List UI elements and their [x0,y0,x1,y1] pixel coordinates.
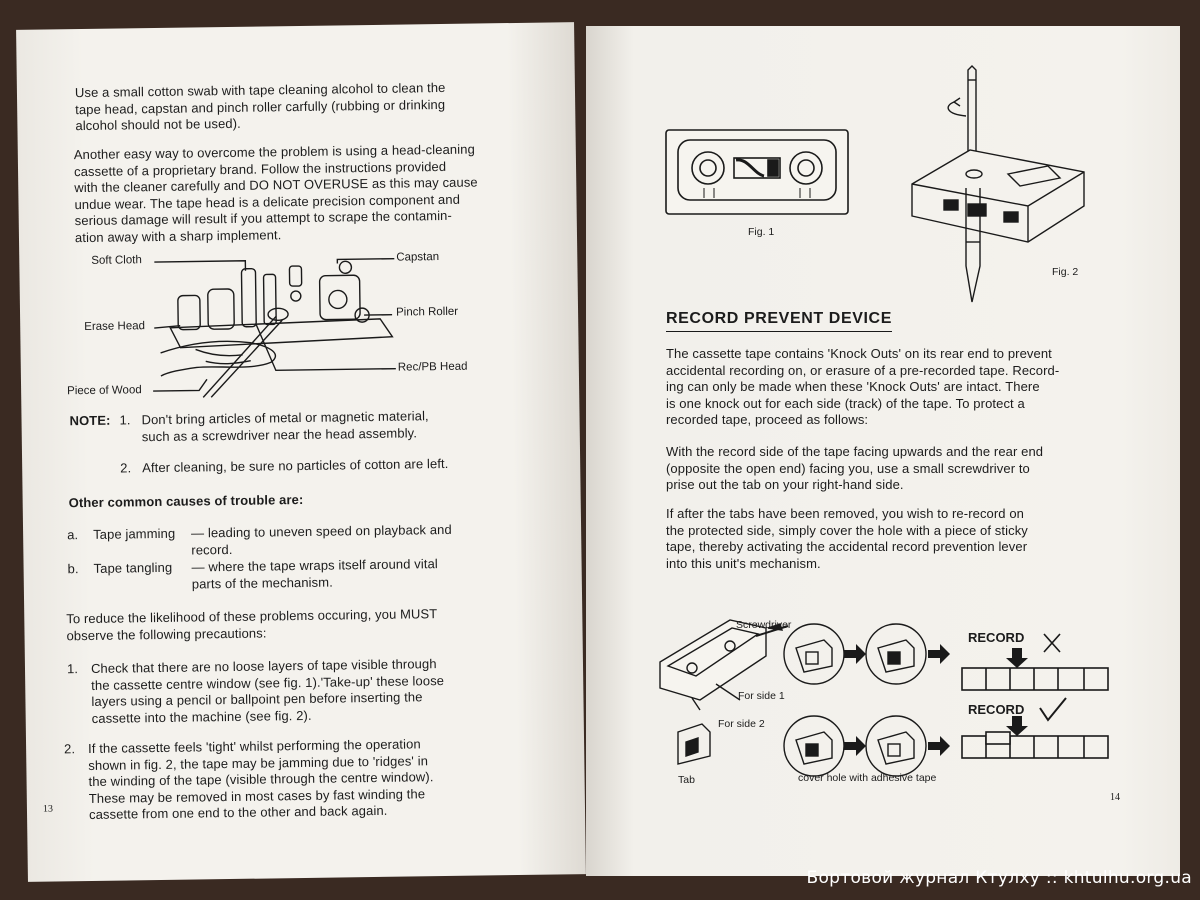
pinch-roller-label: Pinch Roller [395,305,459,319]
page-number: 14 [1110,792,1120,803]
causes-heading: Other common causes of trouble are: [68,491,304,511]
tab-label: Tab [678,774,695,786]
re-record-paragraph: If after the tabs have been removed, you wish to re-record on the protected side, simply cover the hole with a piece of sticky tape, thereby activating the accidental record prevention lever into this unit's mechanism. [666,506,1028,571]
precaution-text: If the cassette feels 'tight' whilst performing the operation shown in fig. 2, the tape may be jamming due to 'ridges' in the winding of the tape (visible through the centre window). These may be removed in most cases by fast winding the cassette from one end to the other and back again. [88,736,434,822]
protect-instructions-paragraph: With the record side of the tape facing upwards and the rear end (opposite the open end) facing you, use a small screwdriver to prise out the tab on your right-hand side. [666,444,1044,492]
fig2-caption: Fig. 2 [1052,266,1079,278]
note-number: 2. [120,460,132,476]
for-side-1-label: For side 1 [738,690,785,702]
right-page [586,26,1180,876]
page-number: 13 [42,803,54,815]
cleaning-paragraph: Use a small cotton swab with tape cleaning alcohol to clean the tape head, capstan and pinch roller carfully (rubbing or drinking alcohol should not be used). [74,79,446,134]
record-prevent-paragraph: The cassette tape contains 'Knock Outs' on its rear end to prevent accidental recording on, or erasure of a pre-recorded tape. Record- ing can only be made when these 'Knock Outs' are intact. There is one knock out for each side (track) of the tape. To protect a recorded tape, proceed as follows: [666,346,1060,427]
cause-term: Tape jamming [93,525,176,542]
cross-mark-icon [1044,634,1060,652]
precaution-text: Check that there are no loose layers of tape visible through the cassette centre window (see fig. 1).'Take-up' these loose layers using a pencil or ballpoint pen before inserting the cassette into the machine (see fig. 2). [90,656,445,726]
check-mark-icon [1040,698,1066,720]
erase-head-label: Erase Head [84,320,146,334]
record-label-enabled: RECORD [968,702,1025,717]
fig1-caption: Fig. 1 [748,226,775,238]
cause-term: Tape tangling [93,559,173,576]
cause-description: — where the tape wraps itself around vital parts of the mechanism. [191,556,438,592]
note-text: After cleaning, be sure no particles of cotton are left. [142,455,449,476]
cause-letter: b. [67,561,79,577]
record-label-protected: RECORD [968,630,1025,645]
cause-letter: a. [67,527,79,543]
left-page [16,22,586,882]
rec-pb-head-label: Rec/PB Head [397,360,468,374]
note-number: 1. [119,412,131,428]
note-text: Don't bring articles of metal or magnetic material, such as a screwdriver near the head assembly. [141,408,429,444]
section-heading: RECORD PREVENT DEVICE [666,310,892,332]
piece-of-wood-label: Piece of Wood [67,384,142,398]
capstan-label: Capstan [396,251,440,264]
fig1-cassette-illustration [664,128,850,218]
screwdriver-label: Screwdriver [736,619,792,631]
watermark-text: Бортовой журнал Ктулху :: khtulhu.org.ua [806,868,1192,888]
head-cleaning-paragraph: Another easy way to overcome the problem is using a head-cleaning cassette of a proprietary brand. Follow the instructions provided with the cleaner carefully and DO NOT OVERUSE as this may cause undue wear. The tape head is a delicate precision component and serious damage will result if you attempt to scrape the contamin- ation away with a sharp implement. [73,141,478,245]
precaution-intro: To reduce the likelihood of these problems occuring, you MUST observe the following precautions: [66,606,438,643]
soft-cloth-label: Soft Cloth [91,254,142,267]
cover-hole-label: cover hole with adhesive tape [798,772,937,784]
precaution-number: 1. [66,661,79,677]
knockout-tab-diagram [656,596,1176,796]
note-label: NOTE: [69,412,111,429]
precaution-number: 2. [64,741,76,757]
for-side-2-label: For side 2 [718,718,765,730]
cause-description: — leading to uneven speed on playback and record. [191,521,452,558]
